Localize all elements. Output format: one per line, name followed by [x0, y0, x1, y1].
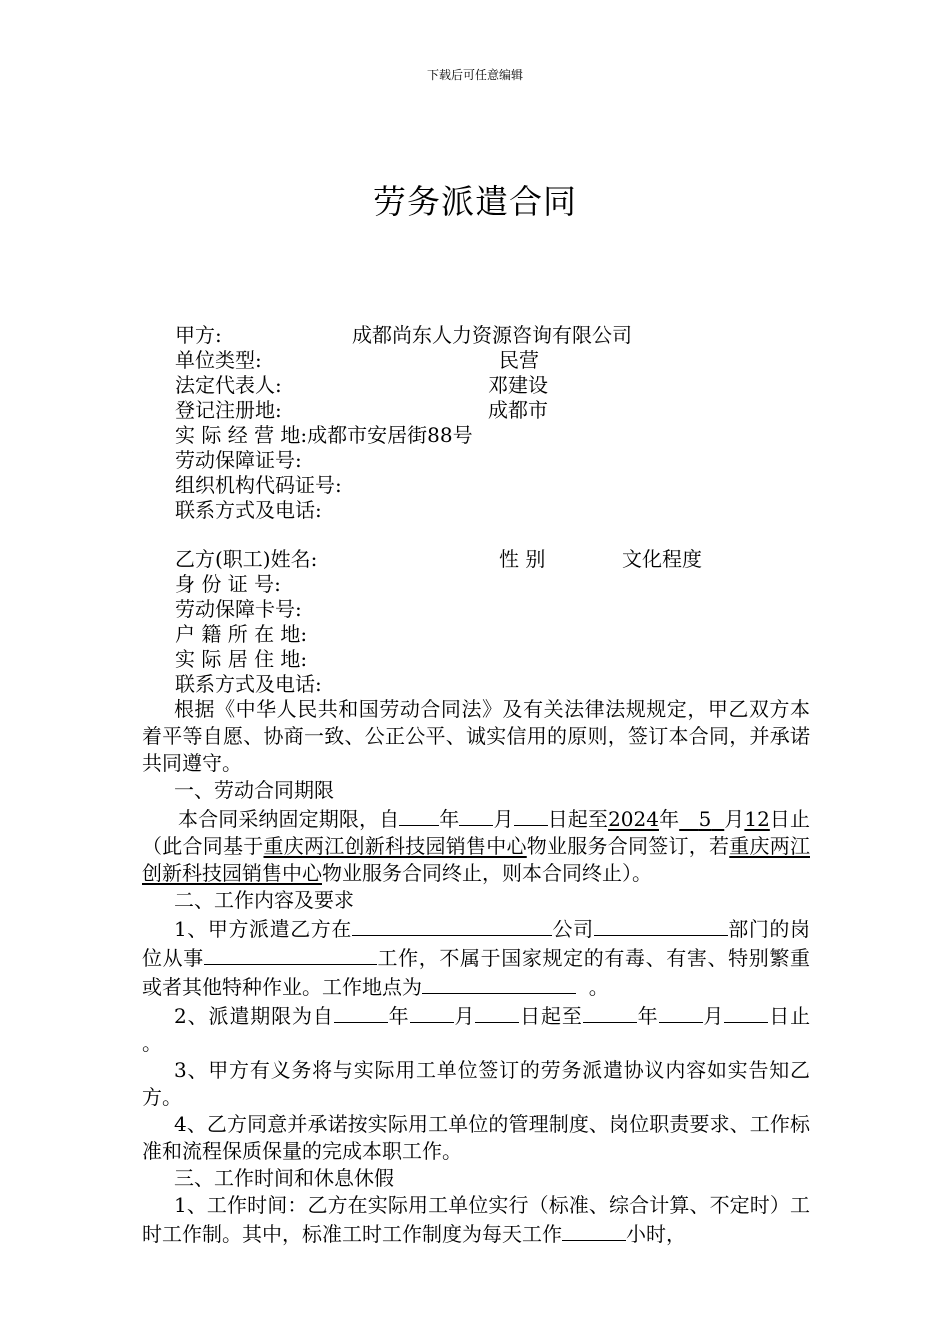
section-2-title: 二、工作内容及要求: [174, 888, 354, 912]
hours-blank[interactable]: [562, 1219, 626, 1241]
section-2-item-3: 3、甲方有义务将与实际用工单位签订的劳务派遣协议内容如实告知乙方。: [142, 1058, 810, 1109]
party-a-type: 民营: [499, 348, 539, 372]
section-3-title: 三、工作时间和休息休假: [174, 1166, 394, 1190]
header-note: 下载后可任意编辑: [426, 68, 523, 82]
party-a-type-label: 单位类型:: [175, 348, 262, 372]
party-b-card-label: 劳动保障卡号:: [175, 597, 302, 621]
start-year-blank[interactable]: [399, 804, 439, 826]
party-b-gender-label: 性 别: [499, 547, 546, 571]
section-2-item-4: 4、乙方同意并承诺按实际用工单位的管理制度、岗位职责要求、工作标准和流程保质保量的完成本职工作。: [142, 1112, 810, 1163]
party-b-edu-label: 文化程度: [622, 547, 702, 571]
section-1-paragraph: 本合同采纳固定期限，自 年 月 日起至2024年 5 月12日止（此合同基于重庆两江创新科技园销售中心物业服务合同签订，若重庆两江创新科技园销售中心物业服务合同终止，则本合同终止）。: [142, 804, 810, 887]
party-a-contact-label: 联系方式及电话:: [175, 498, 322, 522]
party-b-contact-label: 联系方式及电话:: [175, 672, 322, 696]
end-month: 5: [698, 807, 712, 831]
company-name-1: 重庆两江创新科技园销售中心: [263, 834, 527, 858]
party-a-address: 实 际 经 营 地:成都市安居街88号: [175, 423, 473, 447]
dispatch-end-month-blank[interactable]: [659, 1001, 703, 1023]
party-a-rep-label: 法定代表人:: [175, 373, 282, 397]
end-day: 12: [744, 807, 770, 831]
company-name-2: 重庆两江创新科技园销售中心: [142, 834, 810, 885]
start-day-blank[interactable]: [514, 804, 548, 826]
dispatch-start-day-blank[interactable]: [475, 1001, 519, 1023]
location-blank[interactable]: [422, 972, 576, 994]
intro-paragraph: 根据《中华人民共和国劳动合同法》及有关法律法规规定，甲乙双方本着平等自愿、协商一致、公正公平、诚实信用的原则，签订本合同，并承诺共同遵守。: [142, 697, 810, 775]
party-a-labor-label: 劳动保障证号:: [175, 448, 302, 472]
party-a-reg-label: 登记注册地:: [175, 398, 282, 422]
dispatch-end-year-blank[interactable]: [583, 1001, 637, 1023]
party-a-name-label: 甲方:: [175, 323, 222, 347]
party-b-hukou-label: 户 籍 所 在 地:: [175, 622, 308, 646]
party-a-reg: 成都市: [488, 398, 548, 422]
section-1-title: 一、劳动合同期限: [174, 778, 334, 802]
dispatch-start-year-blank[interactable]: [334, 1001, 388, 1023]
end-year: 2024: [608, 807, 659, 831]
section-3-item-1: 1、工作时间：乙方在实际用工单位实行（标准、综合计算、不定时）工时工作制。其中，标准工时工作制度为每天工作 小时，: [142, 1193, 810, 1246]
job-blank[interactable]: [204, 943, 377, 965]
dispatch-start-month-blank[interactable]: [410, 1001, 454, 1023]
contract-body: [142, 696, 810, 1248]
start-month-blank[interactable]: [459, 804, 493, 826]
party-a-rep: 邓建设: [488, 373, 548, 397]
department-blank[interactable]: [594, 914, 728, 936]
document-title: 劳务派遣合同: [373, 182, 577, 221]
party-a-org-label: 组织机构代码证号:: [175, 473, 342, 497]
party-b-id-label: 身 份 证 号:: [175, 572, 281, 596]
section-2-item-2: 2、派遣期限为自 年 月 日起至 年 月 日止 。: [142, 1001, 810, 1057]
dispatch-end-day-blank[interactable]: [724, 1001, 768, 1023]
company-blank[interactable]: [352, 914, 552, 936]
party-b-name-label: 乙方(职工)姓名:: [175, 547, 318, 571]
party-b-residence-label: 实 际 居 住 地:: [175, 647, 308, 671]
section-2-item-1: 1、甲方派遣乙方在 公司 部门的岗位从事 工作，不属于国家规定的有毒、有害、特别繁重或者其他特种作业。工作地点为 。: [142, 914, 810, 1001]
party-a-name: 成都尚东人力资源咨询有限公司: [352, 323, 632, 347]
